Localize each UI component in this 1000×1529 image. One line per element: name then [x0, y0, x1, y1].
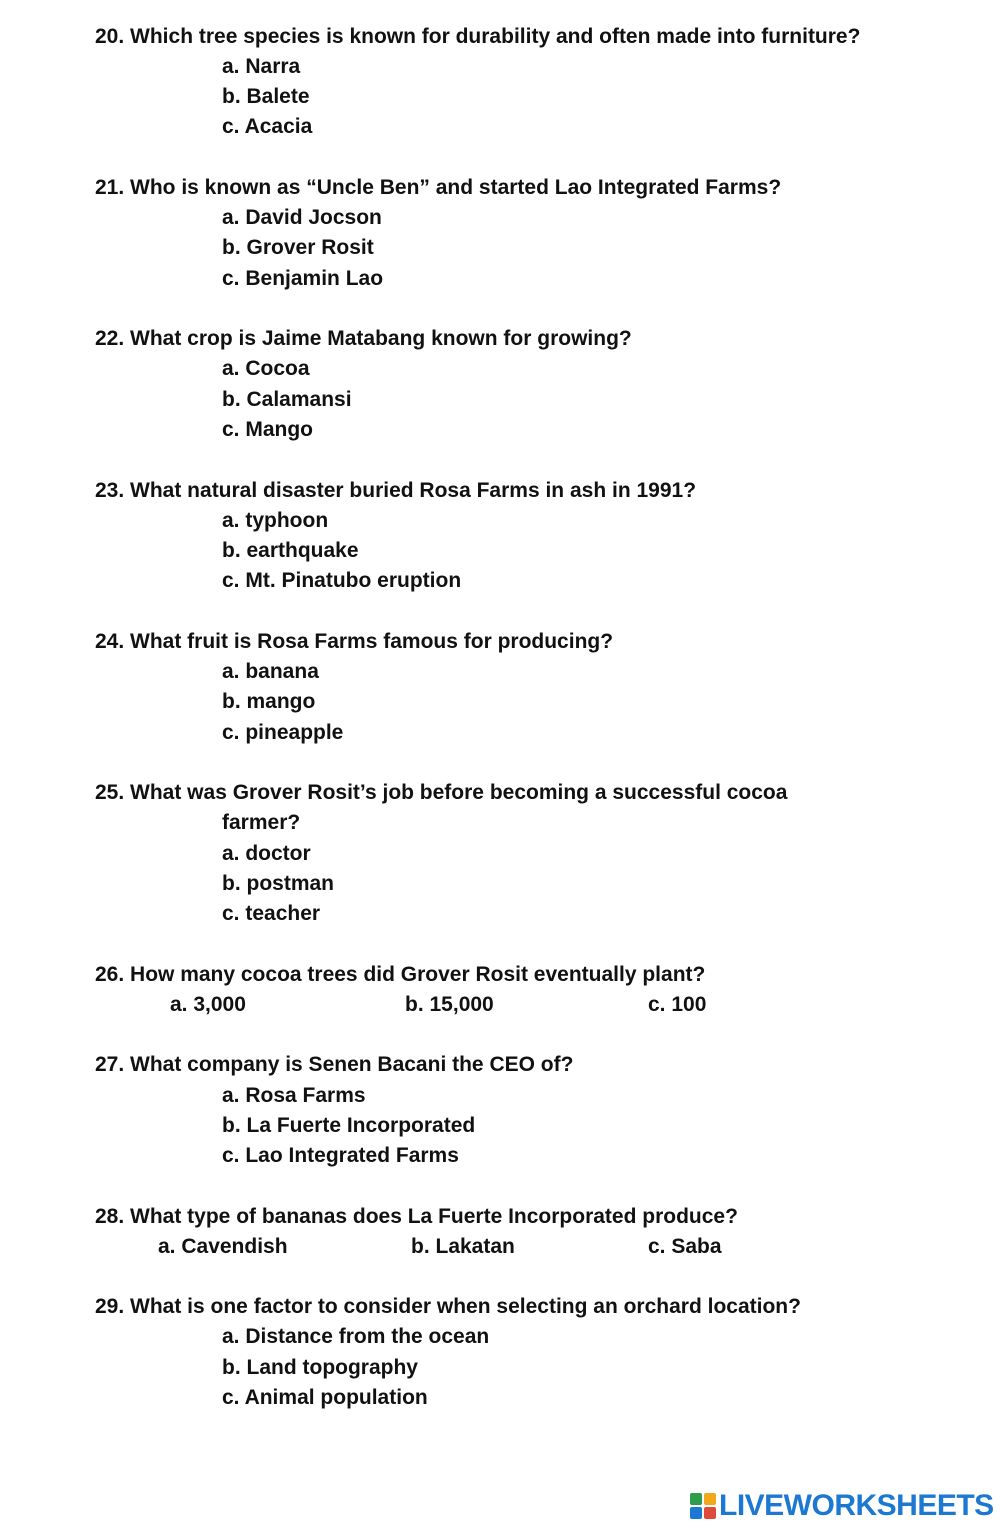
logo-square-green	[690, 1493, 702, 1505]
question-29: 29. What is one factor to consider when selecting an orchard location?	[95, 1295, 801, 1318]
question-22: 22. What crop is Jaime Matabang known for growing?	[95, 327, 632, 350]
question-23: 23. What natural disaster buried Rosa Farms in ash in 1991?	[95, 479, 697, 502]
liveworksheets-logo-icon	[690, 1493, 716, 1519]
question-21-option-c: c. Benjamin Lao	[222, 267, 384, 290]
question-22-option-a: a. Cocoa	[222, 357, 310, 380]
question-22-option-c: c. Mango	[222, 418, 314, 441]
question-20-option-a: a. Narra	[222, 55, 301, 78]
question-29-option-b: b. Land topography	[222, 1356, 418, 1379]
question-26: 26. How many cocoa trees did Grover Rosit eventually plant?	[95, 963, 706, 986]
question-27-option-c: c. Lao Integrated Farms	[222, 1144, 459, 1167]
logo-square-orange	[704, 1493, 716, 1505]
question-23-option-a: a. typhoon	[222, 509, 329, 532]
question-25-option-c: c. teacher	[222, 902, 321, 925]
question-28: 28. What type of bananas does La Fuerte Incorporated produce?	[95, 1205, 738, 1228]
logo-square-red	[704, 1507, 716, 1519]
question-20-option-b: b. Balete	[222, 85, 310, 108]
question-21-option-b: b. Grover Rosit	[222, 236, 374, 259]
question-26-option-a: a. 3,000	[170, 993, 246, 1016]
question-25-option-b: b. postman	[222, 872, 335, 895]
question-24: 24. What fruit is Rosa Farms famous for producing?	[95, 630, 614, 653]
question-29-option-c: c. Animal population	[222, 1386, 428, 1409]
question-28-option-c: c. Saba	[648, 1235, 722, 1258]
question-27-option-b: b. La Fuerte Incorporated	[222, 1114, 476, 1137]
question-20-option-c: c. Acacia	[222, 115, 313, 138]
question-21: 21. Who is known as “Uncle Ben” and started Lao Integrated Farms?	[95, 176, 782, 199]
question-24-option-b: b. mango	[222, 690, 316, 713]
liveworksheets-logo-text: LIVEWORKSHEETS	[719, 1489, 994, 1522]
logo-square-blue	[690, 1507, 702, 1519]
question-26-option-b: b. 15,000	[405, 993, 494, 1016]
question-28-option-b: b. Lakatan	[411, 1235, 515, 1258]
question-23-option-b: b. earthquake	[222, 539, 359, 562]
question-25-option-a: a. doctor	[222, 842, 311, 865]
question-24-option-a: a. banana	[222, 660, 319, 683]
question-20: 20. Which tree species is known for durability and often made into furniture?	[95, 25, 861, 48]
question-28-option-a: a. Cavendish	[158, 1235, 288, 1258]
question-27: 27. What company is Senen Bacani the CEO of?	[95, 1053, 574, 1076]
question-27-option-a: a. Rosa Farms	[222, 1084, 366, 1107]
question-23-option-c: c. Mt. Pinatubo eruption	[222, 569, 462, 592]
question-21-option-a: a. David Jocson	[222, 206, 382, 229]
question-25: 25. What was Grover Rosit’s job before becoming a successful cocoa	[95, 781, 788, 804]
question-24-option-c: c. pineapple	[222, 721, 344, 744]
liveworksheets-logo	[690, 1488, 994, 1524]
question-25-continuation: farmer?	[222, 811, 301, 834]
question-26-option-c: c. 100	[648, 993, 707, 1016]
question-22-option-b: b. Calamansi	[222, 388, 352, 411]
question-29-option-a: a. Distance from the ocean	[222, 1325, 490, 1348]
